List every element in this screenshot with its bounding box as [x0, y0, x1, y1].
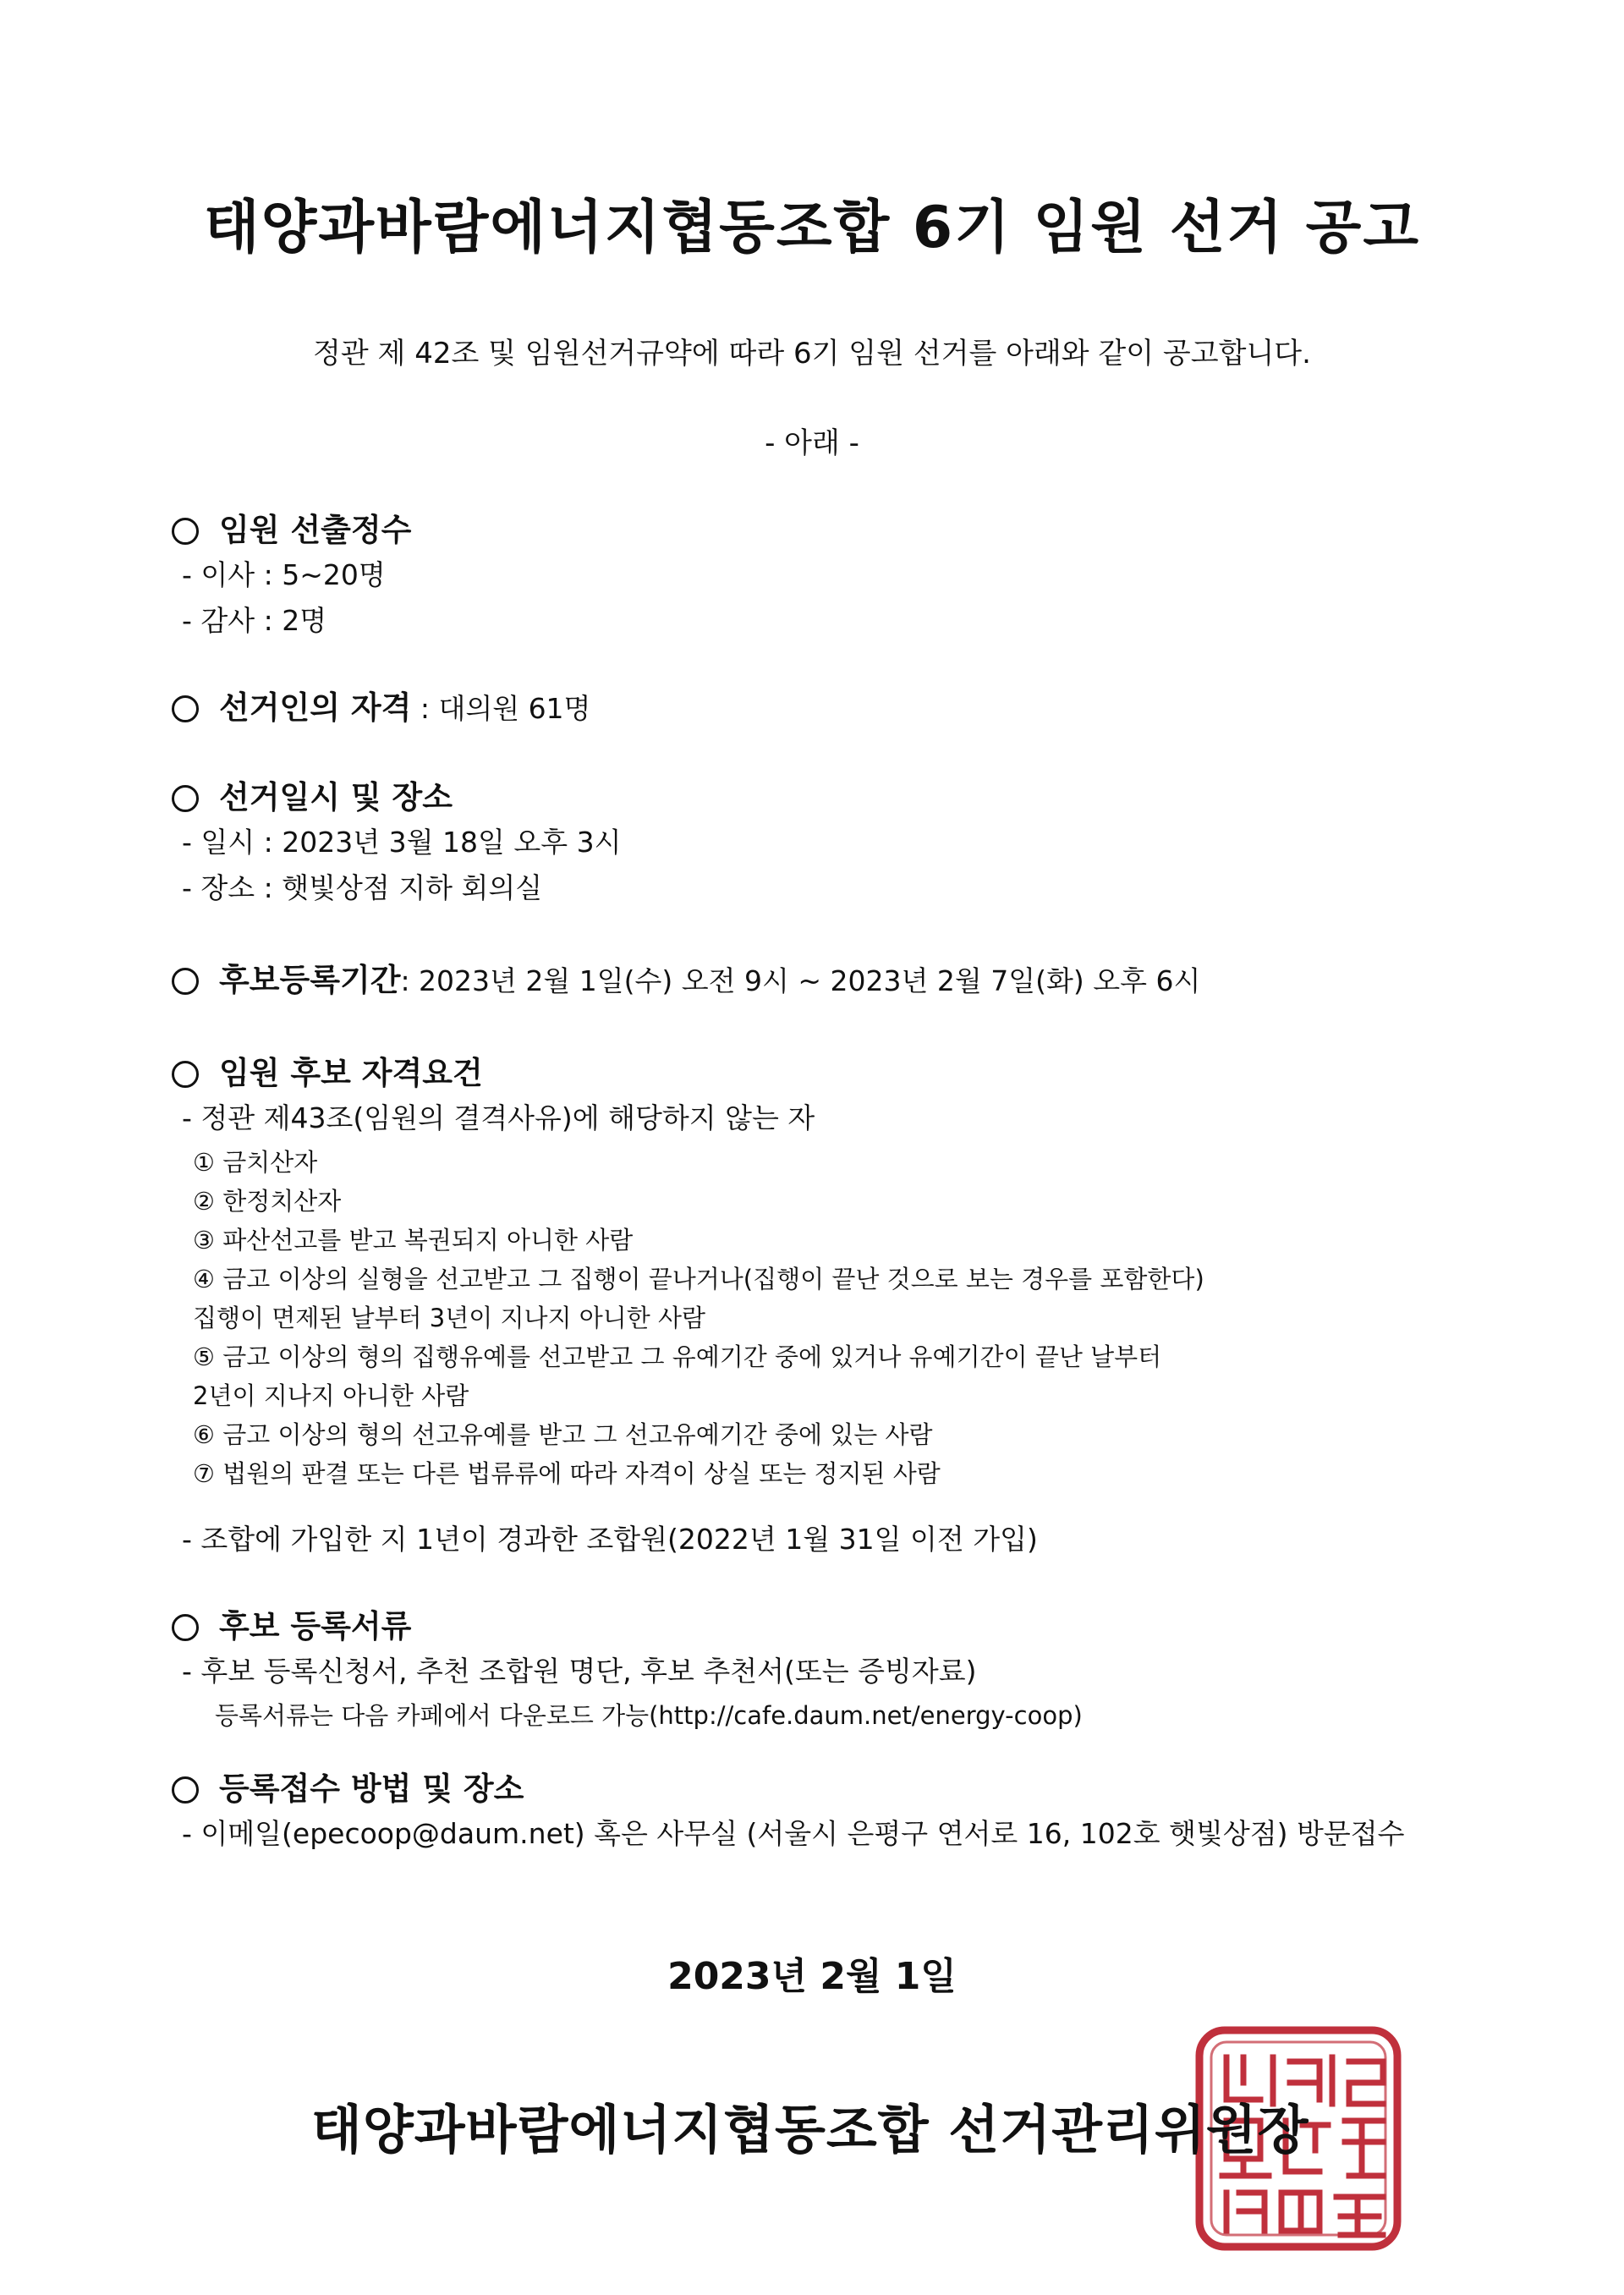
circle-bullet-icon: [172, 695, 199, 722]
list-item: - 감사 : 2명: [182, 604, 327, 637]
section-heading-voter: [172, 682, 590, 727]
sub-item: ⑤ 금고 이상의 형의 집행유예를 선고받고 그 유예기간 중에 있거나 유예기간이 끝난 날부터: [193, 1342, 1162, 1371]
sub-item: 집행이 면제된 날부터 3년이 지나지 아니한 사람: [193, 1304, 706, 1332]
section-value: : 2023년 2월 1일(수) 오전 9시 ~ 2023년 2월 7일(화) 오후 6시: [400, 964, 1201, 997]
section-heading-quota: [172, 504, 411, 550]
sub-item: ⑦ 법원의 판결 또는 다른 법류류에 따라 자격이 상실 또는 정지된 사람: [193, 1459, 941, 1488]
section-label: 임원 후보 자격요건: [219, 1055, 483, 1091]
section-heading-registration-period: [172, 954, 1200, 1000]
circle-bullet-icon: [172, 518, 199, 545]
circle-bullet-icon: [172, 785, 199, 812]
circle-bullet-icon: [172, 1614, 199, 1641]
list-item: - 일시 : 2023년 3월 18일 오후 3시: [182, 826, 622, 859]
section-heading-eligibility: [172, 1047, 483, 1093]
section-label: 선거인의 자격: [219, 689, 412, 726]
section-label: 후보 등록서류: [219, 1608, 412, 1644]
sub-item: ⑥ 금고 이상의 형의 선고유예를 받고 그 선고유예기간 중에 있는 사람: [193, 1420, 933, 1449]
sub-item: ① 금치산자: [193, 1148, 318, 1177]
list-item: - 이메일(epecoop@daum.net) 혹은 사무실 (서울시 은평구 연서로 16, 102호 햇빛상점) 방문접수: [182, 1817, 1405, 1850]
sub-item: ③ 파산선고를 받고 복권되지 아니한 사람: [193, 1226, 634, 1255]
section-value: : 대의원 61명: [411, 692, 591, 725]
notice-title: 태양과바람에너지협동조합 6기 임원 선거 공고: [203, 195, 1421, 261]
section-heading-datetime: [172, 771, 453, 817]
section-heading-documents: [172, 1600, 411, 1646]
circle-bullet-icon: [172, 968, 199, 995]
circle-bullet-icon: [172, 1061, 199, 1088]
below-marker: - 아래 -: [765, 426, 859, 460]
list-item: - 이사 : 5~20명: [182, 558, 386, 591]
list-item: - 장소 : 햇빛상점 지하 회의실: [182, 871, 543, 904]
download-note: 등록서류는 다음 카페에서 다운로드 가능(http://cafe.daum.net/energy-coop): [215, 1701, 1083, 1730]
signature-line: 태양과바람에너지협동조합 선거관리위원장: [311, 2099, 1309, 2160]
sub-item: 2년이 지나지 아니한 사람: [193, 1381, 469, 1410]
list-item: - 정관 제43조(임원의 결격사유)에 해당하지 않는 자: [182, 1101, 815, 1134]
list-item: - 후보 등록신청서, 추천 조합원 명단, 후보 추천서(또는 증빙자료): [182, 1655, 977, 1688]
sub-item: ④ 금고 이상의 실형을 선고받고 그 집행이 끝나거나(집행이 끝난 것으로 보는 경우를 포함한다): [193, 1265, 1204, 1293]
section-label: 선거일시 및 장소: [219, 779, 453, 815]
list-item: - 조합에 가입한 지 1년이 경과한 조합원(2022년 1월 31일 이전 가입): [182, 1523, 1038, 1556]
section-label: 후보등록기간: [219, 962, 401, 998]
section-label: 등록접수 방법 및 장소: [219, 1771, 524, 1807]
circle-bullet-icon: [172, 1776, 199, 1804]
section-heading-submission: [172, 1763, 524, 1809]
sub-item: ② 한정치산자: [193, 1187, 342, 1216]
notice-date: 2023년 2월 1일: [667, 1955, 957, 1998]
section-label: 임원 선출정수: [219, 512, 412, 548]
intro-text: 정관 제 42조 및 임원선거규약에 따라 6기 임원 선거를 아래와 같이 공고합니다.: [313, 337, 1311, 371]
